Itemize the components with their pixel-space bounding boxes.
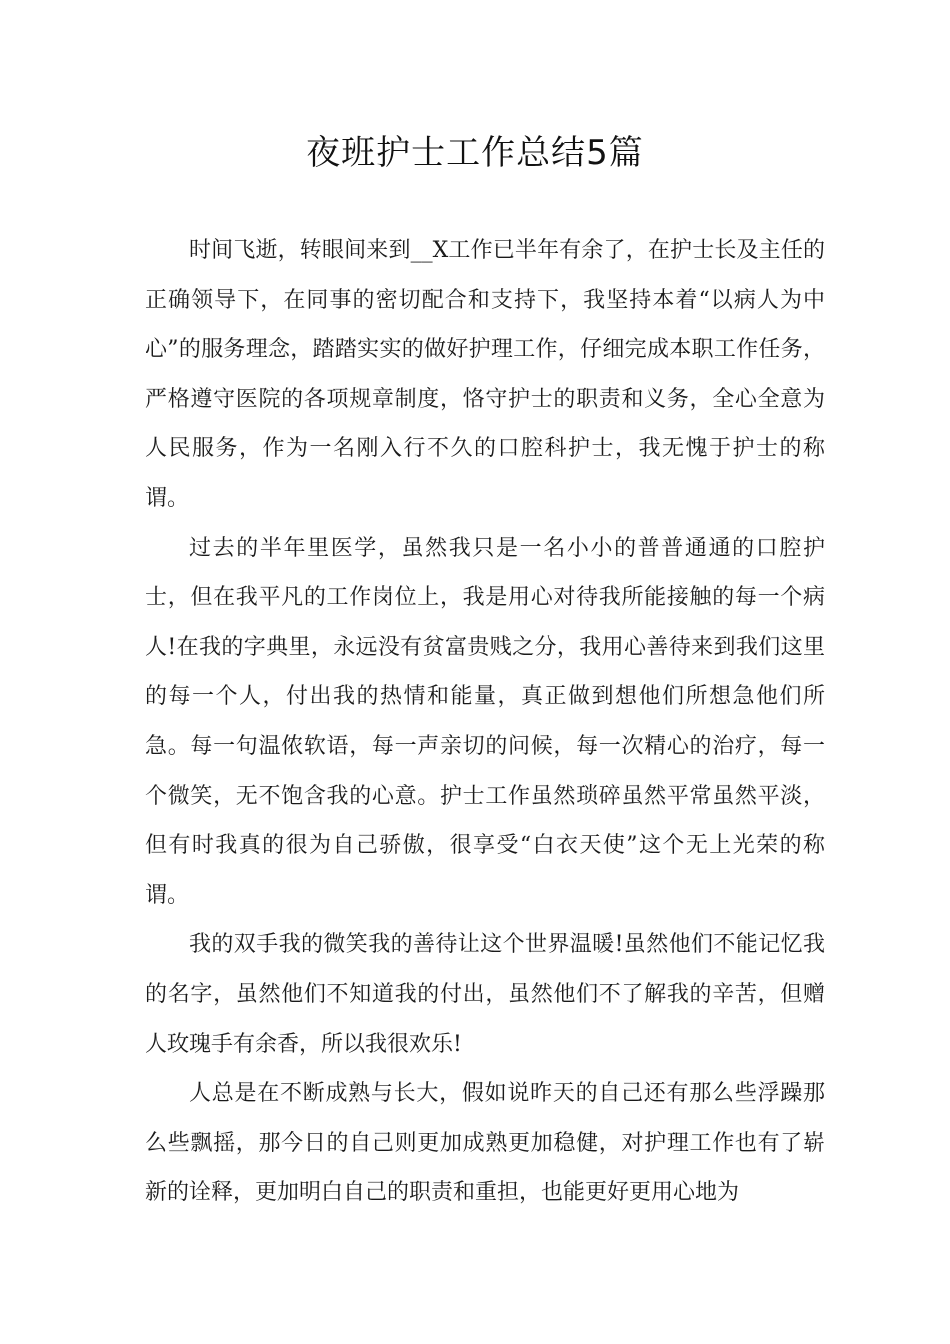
paragraph-4: 人总是在不断成熟与长大，假如说昨天的自己还有那么些浮躁那么些飘摇，那今日的自己则更加成熟更加稳健，对护理工作也有了崭新的诠释，更加明白自己的职责和重担，也能更好更用心地为 — [145, 1081, 825, 1206]
paragraph-1: 时间飞逝，转眼间来到__X工作已半年有余了，在护士长及主任的正确领导下，在同事的密切配合和支持下，我坚持本着“以病人为中心”的服务理念，踏踏实实的做好护理工作，仔细完成本职工作任务，严格遵守医院的各项规章制度，恪守护士的职责和义务，全心全意为人民服务，作为一名刚入行不久的口腔科护士，我无愧于护士的称谓。 — [145, 238, 825, 511]
document-title: 夜班护士工作总结5篇 — [306, 133, 644, 173]
document-body — [145, 226, 825, 1218]
paragraph-3: 我的双手我的微笑我的善待让这个世界温暖!虽然他们不能记忆我的名字，虽然他们不知道我的付出，虽然他们不了解我的辛苦，但赠人玫瑰手有余香，所以我很欢乐! — [145, 932, 825, 1057]
paragraph-2: 过去的半年里医学，虽然我只是一名小小的普普通通的口腔护士，但在我平凡的工作岗位上，我是用心对待我所能接触的每一个病人!在我的字典里，永远没有贫富贵贱之分，我用心善待来到我们这里的每一个人，付出我的热情和能量，真正做到想他们所想急他们所急。每一句温侬软语，每一声亲切的问候，每一次精心的治疗，每一个微笑，无不饱含我的心意。护士工作虽然琐碎虽然平常虽然平淡，但有时我真的很为自己骄傲，很享受“白衣天使”这个无上光荣的称谓。 — [145, 535, 825, 908]
